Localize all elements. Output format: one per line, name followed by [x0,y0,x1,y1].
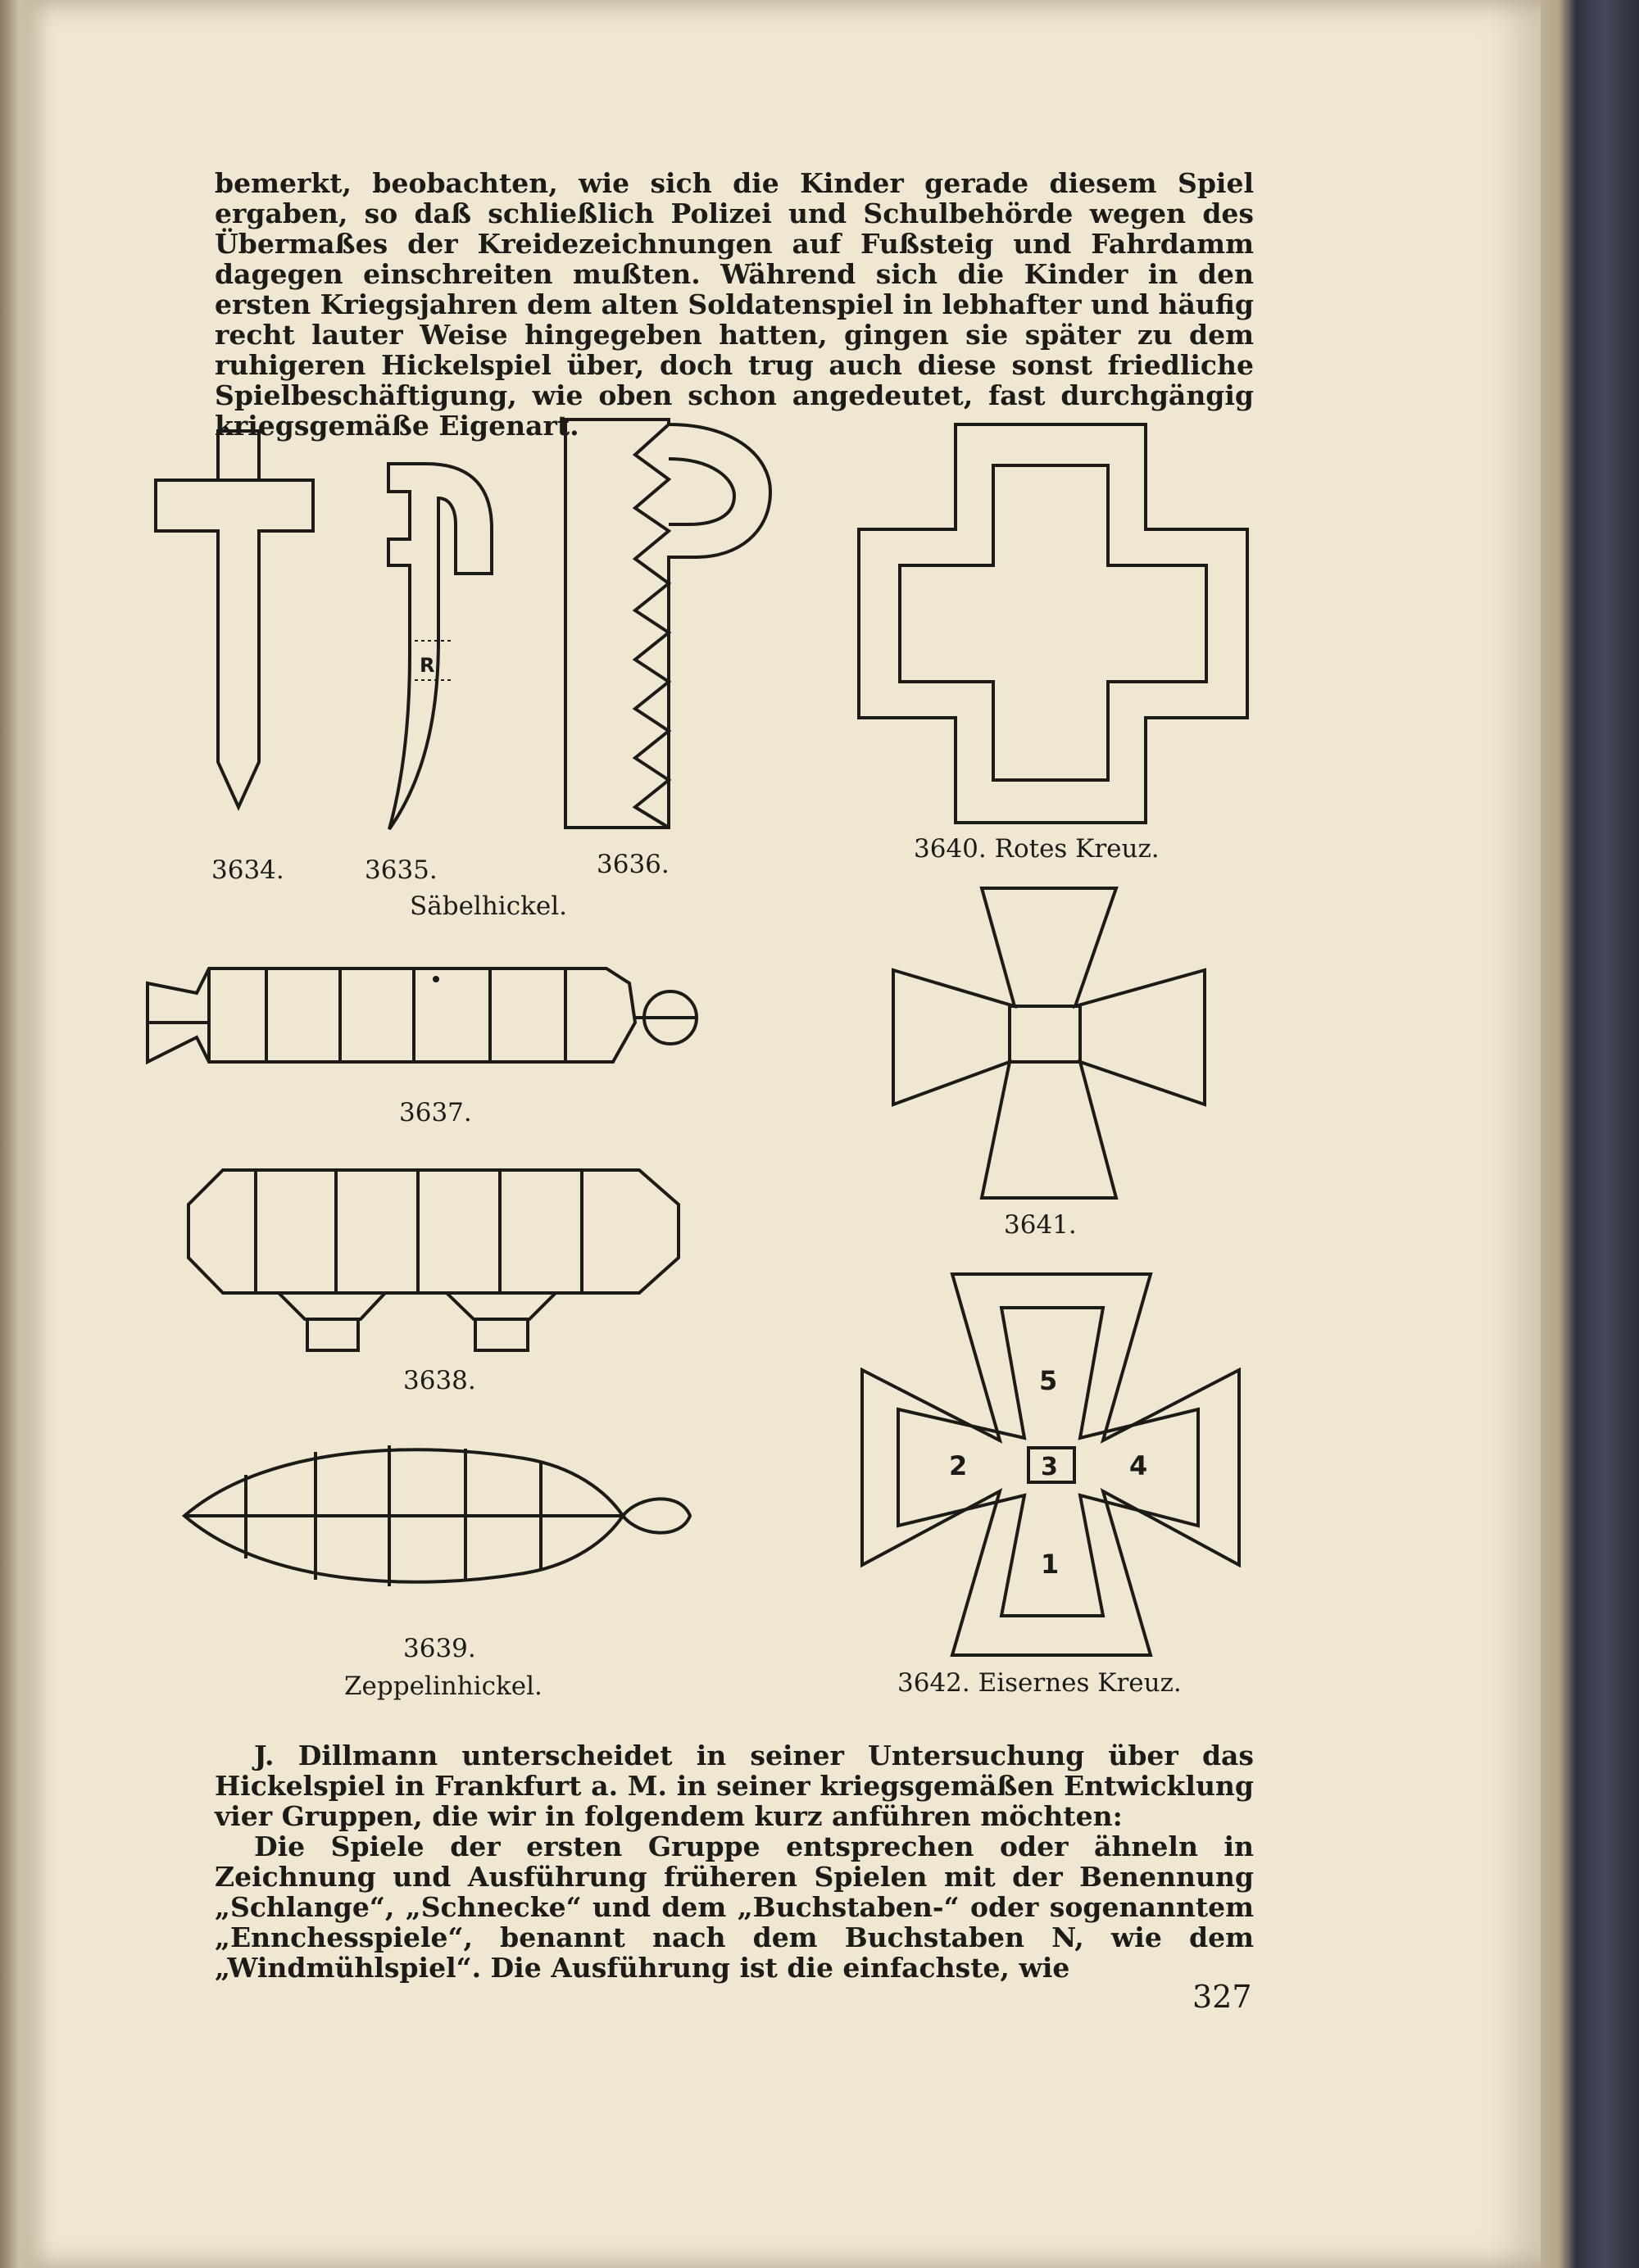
caption-3638: 3638. [403,1366,476,1395]
cross-number-2: 2 [949,1450,968,1481]
page-number: 327 [1192,1979,1252,2015]
top-paragraph-text: bemerkt, beobachten, wie sich die Kinder gerade diesem Spiel ergaben, so daß schließlich Polizei und Schulbehörde wegen des Übermaßes der Kreidezeichnungen auf Fußsteig und Fahrdamm dagegen einschreiten mußten. Während sich die Kinder in den ersten Kriegsjahren dem alten Soldatenspiel in lebhafter und häufig recht lauter Weise hingegeben hatten, gingen sie später zu dem ruhigeren Hickelspiel über, doch trug auch diese sonst friedliche Spielbeschäftigung, wie oben schon angedeutet, fast durchgängig kriegsgemäße Eigenart. [215,167,1254,442]
caption-3641: 3641. [1004,1210,1077,1240]
caption-3642: 3642. Eisernes Kreuz. [897,1668,1182,1698]
figure-3641-cross [893,888,1205,1198]
caption-saebelhickel: Säbelhickel. [410,891,567,921]
bottom-paragraphs [215,1740,1254,1983]
figure-3635-saber [388,464,492,829]
figure-3636-blade [565,420,770,828]
figure-3637-zeppelin [148,968,697,1062]
figure-3642-iron-cross [862,1274,1239,1655]
figure-3640-red-cross [859,424,1247,823]
cross-number-1: 1 [1041,1549,1060,1580]
caption-3639: 3639. [403,1634,476,1663]
figure-3638-airship [188,1170,679,1350]
figure-3639-lens-zeppelin [184,1445,690,1586]
caption-3637: 3637. [399,1098,472,1127]
caption-zeppelinhickel: Zeppelinhickel. [344,1672,543,1701]
cross-number-5: 5 [1039,1365,1058,1396]
figure-3634-sword [156,431,313,807]
saber-mark-r: R [420,654,435,677]
bottom-paragraph-2: Die Spiele der ersten Gruppe entsprechen oder ähneln in Zeichnung und Ausführung früheren Spielen mit der Benennung „Schlange“, „Schnecke“ und dem „Buchstaben-“ oder sogenanntem „Ennchesspiele“, benannt nach dem Buchstaben N, wie dem „Windmühlspiel“. Die Ausführung ist die einfachste, wie [215,1830,1254,1984]
caption-3635: 3635. [365,855,438,885]
cross-number-3: 3 [1041,1453,1058,1481]
caption-3634: 3634. [211,855,284,885]
book-binding [1524,0,1639,2268]
cross-number-4: 4 [1129,1450,1148,1481]
caption-3640: 3640. Rotes Kreuz. [914,834,1160,864]
caption-3636: 3636. [597,850,670,879]
bottom-paragraph-1: J. Dillmann unterscheidet in seiner Untersuchung über das Hickelspiel in Frankfurt a. M. in seiner kriegsgemäßen Entwicklung vier Gruppen, die wir in folgendem kurz anführen möchten: [215,1740,1254,1832]
